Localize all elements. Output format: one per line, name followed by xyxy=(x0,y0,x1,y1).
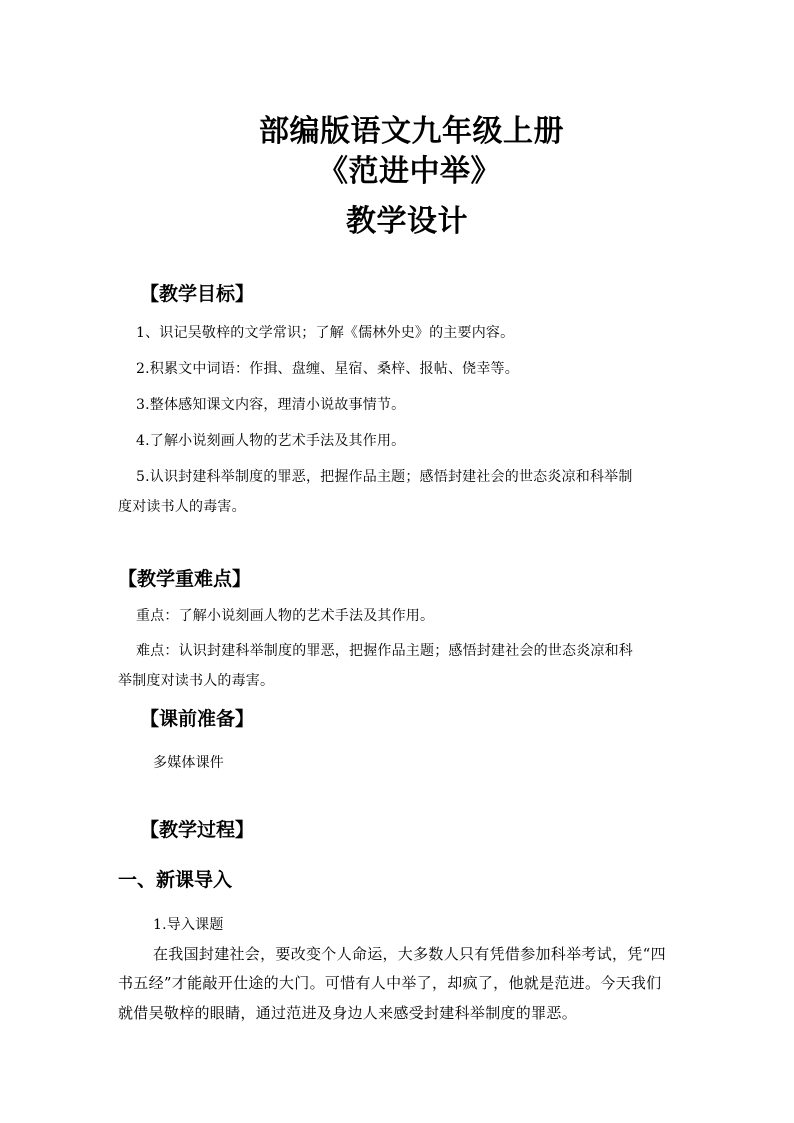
objective-item-3: 3.整体感知课文内容，理清小说故事情节。 xyxy=(136,397,406,413)
section-1-title: 一、新课导入 xyxy=(118,869,233,891)
objectives-heading: 【教学目标】 xyxy=(140,283,255,305)
objective-item-1: 1、识记吴敬梓的文学常识；了解《儒林外史》的主要内容。 xyxy=(136,325,515,341)
section-1-para-line3: 就借吴敬梓的眼睛，通过范进及身边人来感受封建科举制度的罪恶。 xyxy=(118,1004,578,1022)
doc-title-line1: 部编版语文九年级上册 xyxy=(259,114,564,149)
preparation-content: 多媒体课件 xyxy=(153,755,224,771)
objective-item-5-cont: 度对读书人的毒害。 xyxy=(118,499,246,515)
key-point-difficulty: 难点：认识封建科举制度的罪恶，把握作品主题；感悟封建社会的世态炎凉和科 xyxy=(136,643,633,659)
key-point-focus: 重点：了解小说刻画人物的艺术手法及其作用。 xyxy=(136,608,435,624)
doc-title-line2: 《范进中举》 xyxy=(318,154,501,189)
process-heading: 【教学过程】 xyxy=(140,819,255,841)
preparation-heading: 【课前准备】 xyxy=(140,708,255,730)
doc-title-line3: 教学设计 xyxy=(346,204,468,239)
key-point-difficulty-cont: 举制度对读书人的毒害。 xyxy=(118,673,275,689)
key-points-heading: 【教学重难点】 xyxy=(118,568,252,590)
section-1-para-line1: 在我国封建社会，要改变个人命运，大多数人只有凭借参加科举考试，凭“四 xyxy=(153,945,666,963)
objective-item-4: 4.了解小说刻画人物的艺术手法及其作用。 xyxy=(136,433,406,449)
section-1-para-line2: 书五经”才能敲开仕途的大门。可惜有人中举了，却疯了，他就是范进。今天我们 xyxy=(118,974,662,992)
section-1-sub1: 1.导入课题 xyxy=(153,917,224,933)
objective-item-2: 2.积累文中词语：作揖、盘缠、星宿、桑梓、报帖、侥幸等。 xyxy=(136,361,519,377)
objective-item-5: 5.认识封建科举制度的罪恶，把握作品主题；感悟封建社会的世态炎凉和科举制 xyxy=(136,469,633,485)
